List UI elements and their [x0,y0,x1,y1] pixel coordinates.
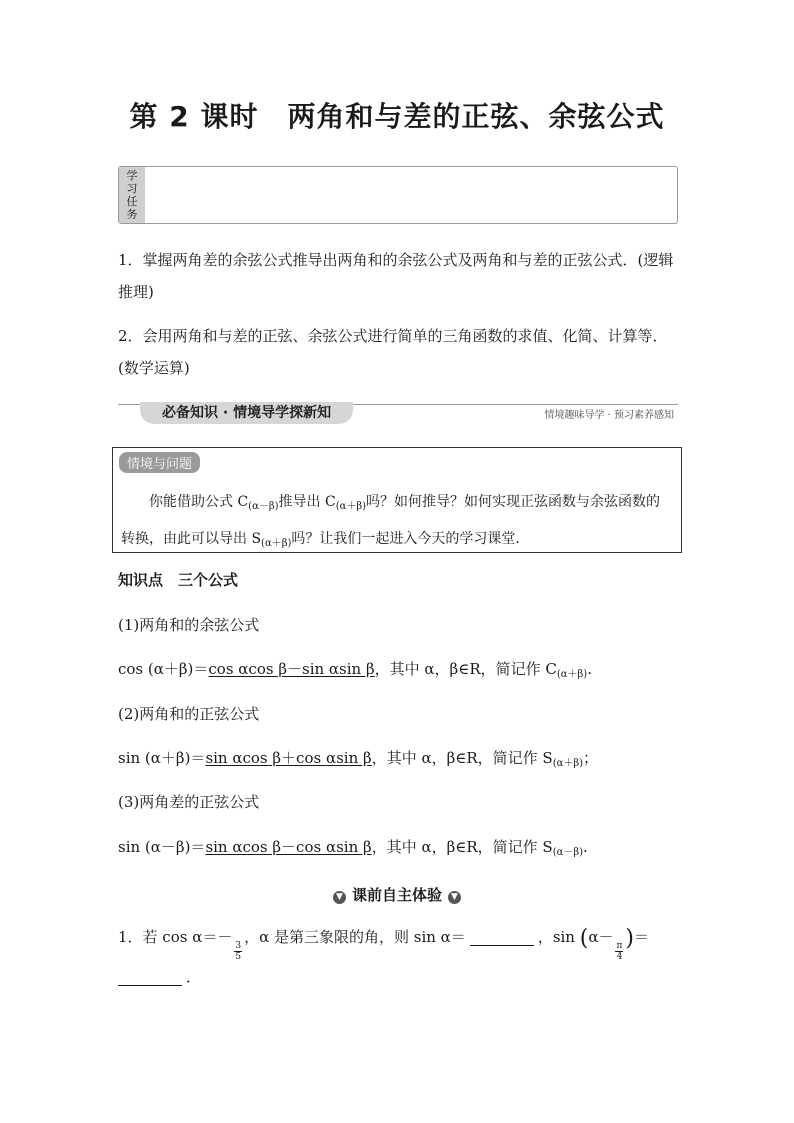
knowledge-point-title: 知识点 三个公式 [118,571,239,589]
exercise-text: 1．若 cos α＝－ [118,928,233,946]
page-title: 第 2 课时 两角和与差的正弦、余弦公式 [129,100,665,133]
fraction-numerator: 3 [235,941,242,951]
formula-end: ； [583,749,599,767]
formula-end: . [587,660,592,678]
scenario-tag: 情境与问题 [119,452,200,473]
exercise-1-continued [118,966,201,987]
learning-task-box [118,166,678,224]
objective-1: 1．掌握两角差的余弦公式推导出两角和的余弦公式及两角和与差的正弦公式．(逻辑推理) [118,251,674,301]
fraction [615,941,623,962]
band-label: 必备知识 · 情境导学探新知 [140,402,353,424]
fraction-denominator: 4 [616,952,623,962]
task-label-char: 务 [126,208,138,221]
task-label-char: 习 [126,182,138,195]
formula-lhs: sin (α＋β)＝ [118,749,206,767]
scenario-text [121,486,673,560]
formula-line-1 [118,658,592,680]
section-heading-text: 课前自主体验 [351,886,442,904]
paren-left: ( [579,926,589,951]
formula-lhs: cos (α＋β)＝ [118,660,209,678]
exercise-text: ＝ [634,928,650,946]
fraction [234,941,242,962]
formula-answer: sin αcos β－cos αsin β [205,838,372,856]
formula-subscript: (α＋β) [261,538,292,549]
formula-line-3 [118,836,588,858]
band-caption: 情境趣味导学 · 预习素养感知 [544,410,674,421]
answer-blank[interactable] [118,969,182,986]
scenario-text-part: 你能借助公式 C [149,494,249,510]
formula-tail: ，其中 α，β∈R，简记作 S [371,749,553,767]
task-label-char: 学 [126,169,138,182]
formula-heading-1: (1)两角和的余弦公式 [118,616,260,634]
scenario-text-part: 吗？如何推导？如何实现正弦函数与余弦函数的转换，由此可以导出 S [121,494,661,547]
task-label-char: 任 [126,195,138,208]
exercise-text: ，sin [537,928,575,946]
formula-heading-2: (2)两角和的正弦公式 [118,705,260,723]
section-heading [0,884,794,905]
chevron-down-icon: ▼ [333,891,346,904]
formula-subscript: (α－β) [248,501,279,512]
learning-task-tab [119,167,145,223]
exercise-text: ． [186,968,202,986]
exercise-1 [118,926,649,962]
fraction-numerator: π [616,941,623,951]
exercise-text: α－ [588,928,614,946]
formula-subscript: (α＋β) [335,501,367,512]
formula-heading-3: (3)两角差的正弦公式 [118,793,260,811]
formula-subscript: (α＋β) [552,758,584,769]
paren-right: ) [625,926,634,951]
section-band [118,402,678,424]
answer-blank[interactable] [470,929,534,946]
formula-line-2 [118,747,598,769]
formula-answer: cos αcos β－sin αsin β [208,660,375,678]
scenario-box [112,447,682,553]
chevron-down-icon: ▼ [448,891,461,904]
formula-lhs: sin (α－β)＝ [118,838,206,856]
scenario-text-part: 推导出 C [278,494,336,510]
fraction-denominator: 5 [235,952,242,962]
formula-tail: ，其中 α，β∈R，简记作 S [371,838,553,856]
formula-tail: ，其中 α，β∈R，简记作 C [374,660,557,678]
exercise-text: ，α 是第三象限的角，则 sin α＝ [244,928,466,946]
formula-subscript: (α－β) [552,847,584,858]
formula-subscript: (α＋β) [556,669,588,680]
scenario-text-part: 吗？让我们一起进入今天的学习课堂． [291,531,530,547]
objective-2: 2．会用两角和与差的正弦、余弦公式进行简单的三角函数的求值、化简、计算等．(数学运算) [118,327,668,377]
formula-answer: sin αcos β＋cos αsin β [205,749,372,767]
formula-end: . [583,838,588,856]
